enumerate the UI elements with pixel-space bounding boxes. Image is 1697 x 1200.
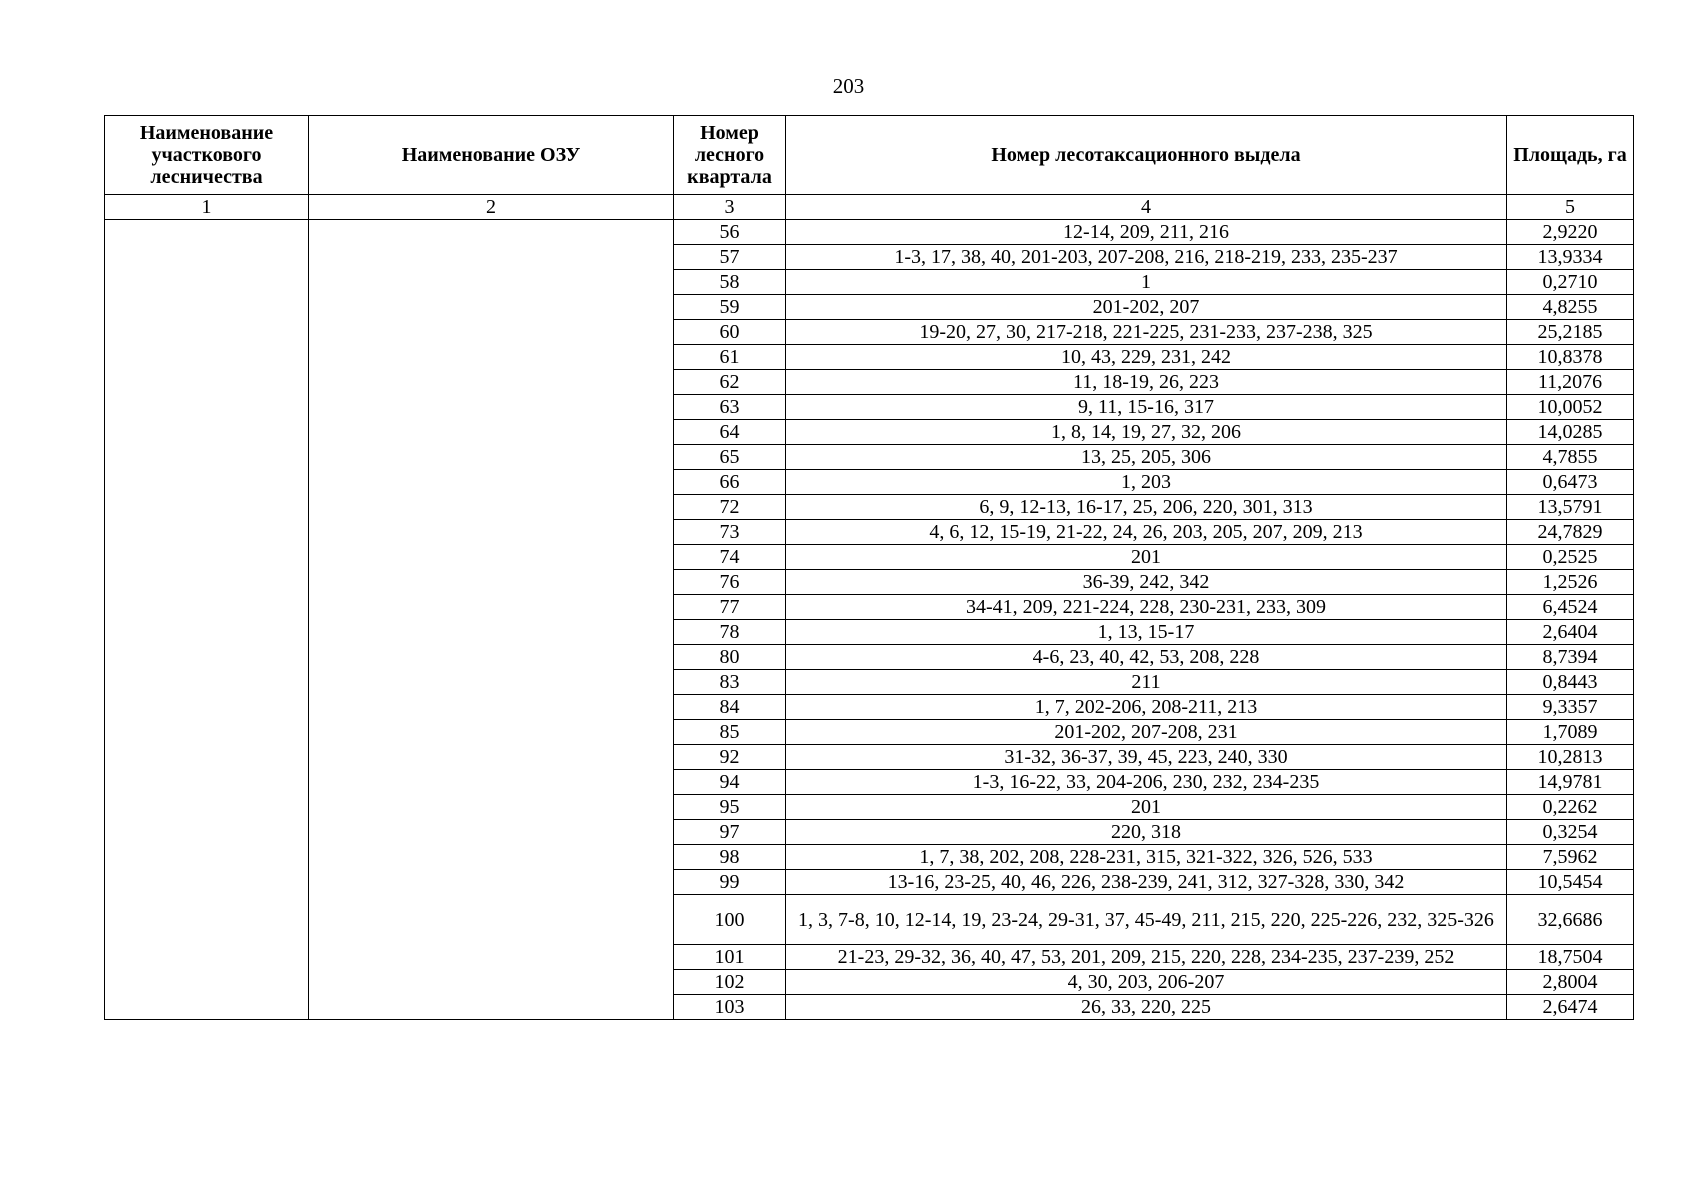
plot-numbers-cell: 1	[786, 270, 1507, 295]
area-cell: 0,2262	[1507, 795, 1634, 820]
plot-numbers-cell: 6, 9, 12-13, 16-17, 25, 206, 220, 301, 313	[786, 495, 1507, 520]
plot-numbers-cell: 10, 43, 229, 231, 242	[786, 345, 1507, 370]
plot-numbers-cell: 34-41, 209, 221-224, 228, 230-231, 233, 309	[786, 595, 1507, 620]
quarter-number-cell: 60	[674, 320, 786, 345]
area-cell: 14,0285	[1507, 420, 1634, 445]
area-cell: 10,2813	[1507, 745, 1634, 770]
area-cell: 2,6404	[1507, 620, 1634, 645]
quarter-number-cell: 63	[674, 395, 786, 420]
quarter-number-cell: 102	[674, 970, 786, 995]
area-cell: 10,0052	[1507, 395, 1634, 420]
plot-numbers-cell: 201-202, 207-208, 231	[786, 720, 1507, 745]
quarter-number-cell: 84	[674, 695, 786, 720]
forestry-name-cell	[105, 220, 309, 1020]
page-number: 203	[832, 74, 865, 98]
quarter-number-cell: 74	[674, 545, 786, 570]
area-cell: 9,3357	[1507, 695, 1634, 720]
plot-numbers-cell: 1, 7, 202-206, 208-211, 213	[786, 695, 1507, 720]
ozu-name-cell	[309, 220, 674, 1020]
header-ozu-name: Наименование ОЗУ	[309, 116, 674, 195]
table-body	[105, 220, 1634, 1020]
plot-numbers-cell: 19-20, 27, 30, 217-218, 221-225, 231-233, 237-238, 325	[786, 320, 1507, 345]
plot-numbers-cell: 12-14, 209, 211, 216	[786, 220, 1507, 245]
quarter-number-cell: 92	[674, 745, 786, 770]
plot-numbers-cell: 1, 3, 7-8, 10, 12-14, 19, 23-24, 29-31, 37, 45-49, 211, 215, 220, 225-226, 232, 325-326	[786, 895, 1507, 945]
quarter-number-cell: 97	[674, 820, 786, 845]
plot-numbers-cell: 1, 7, 38, 202, 208, 228-231, 315, 321-322, 326, 526, 533	[786, 845, 1507, 870]
area-cell: 8,7394	[1507, 645, 1634, 670]
area-cell: 0,2525	[1507, 545, 1634, 570]
table-row	[105, 220, 1634, 245]
plot-numbers-cell: 1, 13, 15-17	[786, 620, 1507, 645]
area-cell: 2,9220	[1507, 220, 1634, 245]
quarter-number-cell: 94	[674, 770, 786, 795]
quarter-number-cell: 100	[674, 895, 786, 945]
quarter-number-cell: 73	[674, 520, 786, 545]
quarter-number-cell: 101	[674, 945, 786, 970]
plot-numbers-cell: 1-3, 17, 38, 40, 201-203, 207-208, 216, 218-219, 233, 235-237	[786, 245, 1507, 270]
quarter-number-cell: 80	[674, 645, 786, 670]
plot-numbers-cell: 26, 33, 220, 225	[786, 995, 1507, 1020]
column-index-row	[105, 195, 1634, 220]
quarter-number-cell: 77	[674, 595, 786, 620]
plot-numbers-cell: 9, 11, 15-16, 317	[786, 395, 1507, 420]
area-cell: 24,7829	[1507, 520, 1634, 545]
quarter-number-cell: 95	[674, 795, 786, 820]
column-index: 4	[786, 195, 1507, 220]
quarter-number-cell: 58	[674, 270, 786, 295]
area-cell: 18,7504	[1507, 945, 1634, 970]
area-cell: 7,5962	[1507, 845, 1634, 870]
header-forestry-name: Наименование участкового лесничества	[105, 116, 309, 195]
area-cell: 13,5791	[1507, 495, 1634, 520]
plot-numbers-cell: 11, 18-19, 26, 223	[786, 370, 1507, 395]
forest-plots-table	[104, 115, 1634, 1020]
plot-numbers-cell: 1-3, 16-22, 33, 204-206, 230, 232, 234-235	[786, 770, 1507, 795]
area-cell: 0,8443	[1507, 670, 1634, 695]
area-cell: 13,9334	[1507, 245, 1634, 270]
plot-numbers-cell: 1, 8, 14, 19, 27, 32, 206	[786, 420, 1507, 445]
area-cell: 1,7089	[1507, 720, 1634, 745]
plot-numbers-cell: 211	[786, 670, 1507, 695]
quarter-number-cell: 103	[674, 995, 786, 1020]
quarter-number-cell: 61	[674, 345, 786, 370]
quarter-number-cell: 99	[674, 870, 786, 895]
quarter-number-cell: 72	[674, 495, 786, 520]
area-cell: 10,5454	[1507, 870, 1634, 895]
plot-numbers-cell: 4-6, 23, 40, 42, 53, 208, 228	[786, 645, 1507, 670]
area-cell: 0,2710	[1507, 270, 1634, 295]
plot-numbers-cell: 13, 25, 205, 306	[786, 445, 1507, 470]
plot-numbers-cell: 4, 30, 203, 206-207	[786, 970, 1507, 995]
plot-numbers-cell: 21-23, 29-32, 36, 40, 47, 53, 201, 209, 215, 220, 228, 234-235, 237-239, 252	[786, 945, 1507, 970]
area-cell: 10,8378	[1507, 345, 1634, 370]
area-cell: 0,3254	[1507, 820, 1634, 845]
plot-numbers-cell: 4, 6, 12, 15-19, 21-22, 24, 26, 203, 205, 207, 209, 213	[786, 520, 1507, 545]
column-index: 3	[674, 195, 786, 220]
quarter-number-cell: 56	[674, 220, 786, 245]
header-plot-number: Номер лесотаксационного выдела	[786, 116, 1507, 195]
quarter-number-cell: 85	[674, 720, 786, 745]
column-index: 5	[1507, 195, 1634, 220]
area-cell: 0,6473	[1507, 470, 1634, 495]
plot-numbers-cell: 13-16, 23-25, 40, 46, 226, 238-239, 241, 312, 327-328, 330, 342	[786, 870, 1507, 895]
column-index: 1	[105, 195, 309, 220]
plot-numbers-cell: 1, 203	[786, 470, 1507, 495]
plot-numbers-cell: 201	[786, 795, 1507, 820]
quarter-number-cell: 59	[674, 295, 786, 320]
quarter-number-cell: 76	[674, 570, 786, 595]
quarter-number-cell: 83	[674, 670, 786, 695]
header-area: Площадь, га	[1507, 116, 1634, 195]
plot-numbers-cell: 201-202, 207	[786, 295, 1507, 320]
quarter-number-cell: 64	[674, 420, 786, 445]
area-cell: 14,9781	[1507, 770, 1634, 795]
quarter-number-cell: 57	[674, 245, 786, 270]
area-cell: 25,2185	[1507, 320, 1634, 345]
quarter-number-cell: 62	[674, 370, 786, 395]
area-cell: 2,6474	[1507, 995, 1634, 1020]
area-cell: 4,8255	[1507, 295, 1634, 320]
header-quarter-number: Номер лесного квартала	[674, 116, 786, 195]
area-cell: 11,2076	[1507, 370, 1634, 395]
area-cell: 2,8004	[1507, 970, 1634, 995]
quarter-number-cell: 78	[674, 620, 786, 645]
area-cell: 1,2526	[1507, 570, 1634, 595]
plot-numbers-cell: 36-39, 242, 342	[786, 570, 1507, 595]
quarter-number-cell: 65	[674, 445, 786, 470]
plot-numbers-cell: 31-32, 36-37, 39, 45, 223, 240, 330	[786, 745, 1507, 770]
quarter-number-cell: 66	[674, 470, 786, 495]
area-cell: 6,4524	[1507, 595, 1634, 620]
area-cell: 32,6686	[1507, 895, 1634, 945]
table-header-row	[105, 116, 1634, 195]
quarter-number-cell: 98	[674, 845, 786, 870]
plot-numbers-cell: 201	[786, 545, 1507, 570]
plot-numbers-cell: 220, 318	[786, 820, 1507, 845]
column-index: 2	[309, 195, 674, 220]
area-cell: 4,7855	[1507, 445, 1634, 470]
